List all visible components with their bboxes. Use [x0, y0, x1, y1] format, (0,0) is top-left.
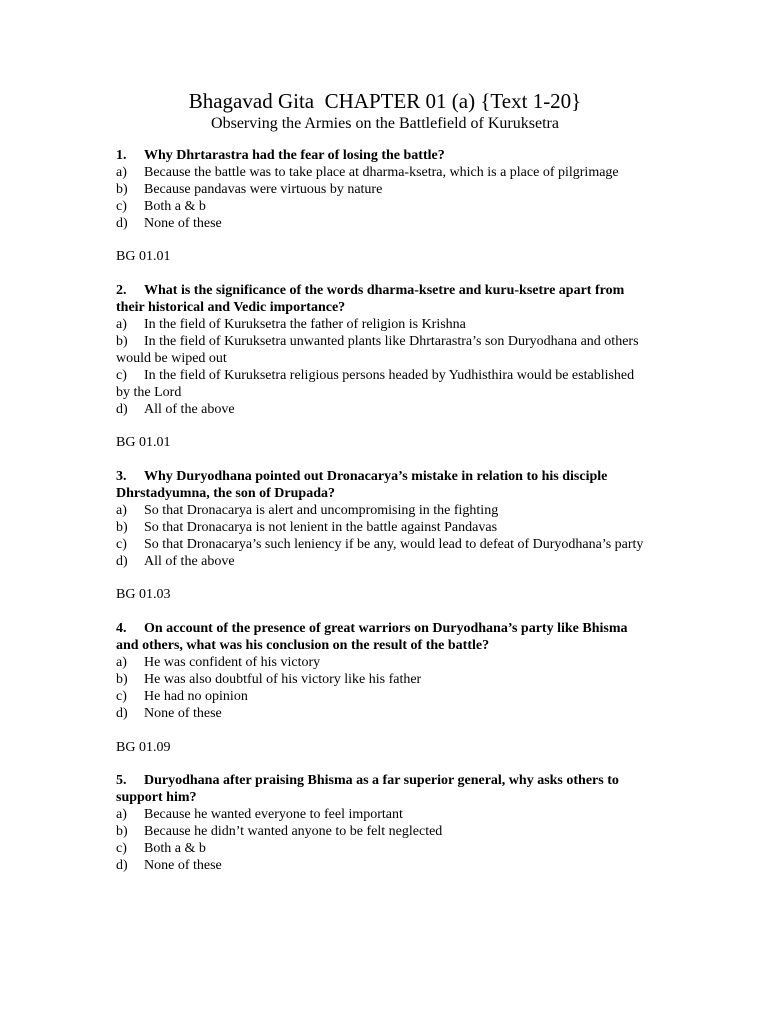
option-d — [116, 858, 646, 875]
option-b — [116, 672, 646, 689]
option-letter: d) — [116, 401, 128, 417]
question-number: 5. — [116, 773, 127, 789]
option-letter: c) — [116, 367, 127, 383]
question-body: On account of the presence of great warriors on Duryodhana’s party like Bhisma and others, what was his conclusion on the result of the battle? — [116, 621, 628, 654]
document-title: Bhagavad Gita CHAPTER 01 (a) {Text 1-20} — [188, 89, 582, 113]
verse-reference: BG 01.09 — [116, 739, 171, 755]
question-5 — [116, 773, 646, 874]
question-text — [116, 621, 646, 655]
option-text: In the field of Kuruksetra religious persons headed by Yudhisthira would be established by the Lord — [116, 367, 635, 400]
option-d — [116, 402, 646, 419]
option-text: Because pandavas were virtuous by nature — [144, 181, 383, 197]
question-1 — [116, 148, 646, 233]
option-b — [116, 520, 646, 537]
option-letter: a) — [116, 502, 127, 518]
question-text — [116, 773, 646, 807]
verse-reference: BG 01.03 — [116, 587, 171, 603]
document-subtitle: Observing the Armies on the Battlefield of Kuruksetra — [211, 115, 559, 132]
option-b — [116, 334, 646, 368]
option-c — [116, 199, 646, 216]
option-c — [116, 689, 646, 706]
question-number: 4. — [116, 621, 127, 637]
option-letter: d) — [116, 705, 128, 721]
option-text: So that Dronacarya is alert and uncompromising in the fighting — [144, 502, 499, 518]
option-letter: c) — [116, 841, 127, 857]
option-text: Because he didn’t wanted anyone to be felt neglected — [144, 824, 443, 840]
verse-reference: BG 01.01 — [116, 249, 171, 265]
option-letter: a) — [116, 655, 127, 671]
option-text: So that Dronacarya’s such leniency if be any, would lead to defeat of Duryodhana’s party — [144, 536, 644, 552]
option-text: All of the above — [144, 553, 235, 569]
question-text — [116, 469, 646, 503]
option-letter: d) — [116, 553, 128, 569]
question-number: 2. — [116, 283, 127, 299]
option-letter: a) — [116, 164, 127, 180]
option-a — [116, 503, 646, 520]
option-text: Both a & b — [144, 198, 206, 214]
question-4 — [116, 621, 646, 722]
question-2 — [116, 283, 646, 418]
option-letter: a) — [116, 317, 127, 333]
option-letter: b) — [116, 333, 128, 349]
question-3 — [116, 469, 646, 570]
option-a — [116, 317, 646, 334]
question-body: What is the significance of the words dharma-ksetre and kuru-ksetre apart from their historical and Vedic importance? — [116, 283, 625, 316]
option-text: None of these — [144, 857, 222, 873]
question-number: 1. — [116, 148, 127, 163]
option-text: Both a & b — [144, 841, 206, 857]
option-letter: d) — [116, 857, 128, 873]
option-text: So that Dronacarya is not lenient in the battle against Pandavas — [144, 519, 498, 535]
option-letter: c) — [116, 536, 127, 552]
option-text: He was also doubtful of his victory like his father — [144, 672, 422, 687]
question-number: 3. — [116, 469, 127, 485]
option-text: None of these — [144, 215, 222, 231]
option-d — [116, 216, 646, 233]
option-a — [116, 807, 646, 824]
option-text: Because the battle was to take place at dharma-ksetra, which is a place of pilgrimage — [144, 164, 619, 180]
option-b — [116, 182, 646, 199]
option-letter: d) — [116, 215, 128, 231]
question-body: Why Duryodhana pointed out Dronacarya’s mistake in relation to his disciple Dhrstadyumna, the son of Drupada? — [116, 469, 608, 502]
question-text — [116, 283, 646, 317]
question-body: Why Dhrtarastra had the fear of losing the battle? — [144, 148, 445, 163]
option-letter: a) — [116, 807, 127, 823]
option-c — [116, 841, 646, 858]
question-body: Duryodhana after praising Bhisma as a far superior general, why asks others to support him? — [116, 773, 619, 806]
option-text: In the field of Kuruksetra unwanted plants like Dhrtarastra’s son Duryodhana and others would be wiped out — [116, 333, 639, 366]
option-text: In the field of Kuruksetra the father of religion is Krishna — [144, 317, 466, 333]
option-c — [116, 537, 646, 554]
option-text: Because he wanted everyone to feel important — [144, 807, 403, 823]
questions-list — [116, 148, 646, 892]
option-a — [116, 165, 646, 182]
option-b — [116, 824, 646, 841]
option-text: He had no opinion — [144, 688, 248, 704]
option-a — [116, 655, 646, 672]
option-letter: b) — [116, 672, 128, 687]
option-letter: b) — [116, 181, 128, 197]
option-d — [116, 706, 646, 723]
option-letter: c) — [116, 688, 127, 704]
option-letter: b) — [116, 519, 128, 535]
option-letter: c) — [116, 198, 127, 214]
option-text: None of these — [144, 705, 222, 721]
verse-reference: BG 01.01 — [116, 435, 171, 451]
option-text: All of the above — [144, 401, 235, 417]
option-c — [116, 368, 646, 402]
option-text: He was confident of his victory — [144, 655, 321, 671]
question-text — [116, 148, 646, 165]
option-d — [116, 554, 646, 571]
option-letter: b) — [116, 824, 128, 840]
